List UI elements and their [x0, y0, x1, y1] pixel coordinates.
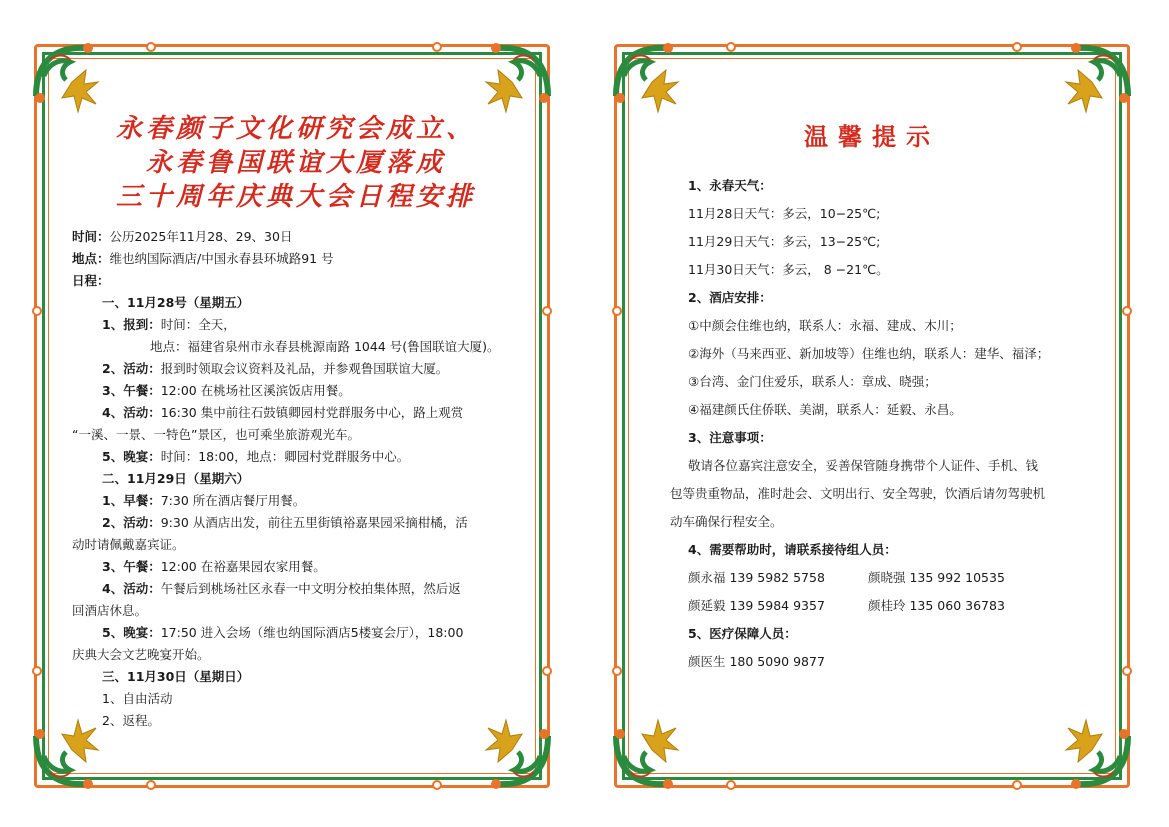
item-text: 报到时领取会议资料及礼品，并参观鲁国联谊大厦。: [160, 361, 449, 376]
hotel-heading: 2、酒店安排：: [688, 290, 772, 305]
corner-ornament-icon: [1046, 704, 1138, 796]
schedule-title: [96, 112, 496, 214]
tips-card: [606, 36, 1138, 796]
item-text: 16:30 集中前往石鼓镇卿园村党群服务中心，路上观赏: [160, 405, 464, 420]
contact-item: 颜桂玲 135 060 36783: [868, 598, 1005, 613]
item-label: 2、活动：: [102, 361, 161, 376]
weather-heading: 1、永春天气：: [688, 178, 772, 193]
corner-ornament-icon: [1046, 36, 1138, 128]
item-text: 回酒店休息。: [72, 603, 148, 618]
title-line-2: 永春鲁国联谊大厦落成: [145, 148, 446, 178]
notice-text: 敬请各位嘉宾注意安全，妥善保管随身携带个人证件、手机、钱: [688, 458, 1039, 473]
contact-item: 颜晓强 135 992 10535: [868, 570, 1005, 585]
notice-heading: 3、注意事项：: [688, 430, 772, 445]
item-text: 17:50 进入会场（维也纳国际酒店5楼宴会厅），18:00: [160, 625, 464, 640]
item-label: 5、晚宴：: [102, 625, 161, 640]
contact-item: 颜延毅 139 5984 9357: [688, 598, 825, 613]
item-label: 1、报到：: [102, 317, 161, 332]
item-text: 12:00 在桃场社区溪滨饭店用餐。: [160, 383, 351, 398]
place-value: 维也纳国际酒店/中国永春县环城路91 号: [109, 251, 334, 266]
weather-line: 11月29日天气：多云，13−25℃;: [688, 234, 881, 249]
tips-body: [670, 172, 1118, 676]
title-line-1: 永春颜子文化研究会成立、: [115, 114, 476, 144]
contact-list: [688, 564, 1118, 620]
item-text: 12:00 在裕嘉果园农家用餐。: [160, 559, 326, 574]
corner-ornament-icon: [606, 36, 698, 128]
item-label: 4、活动：: [102, 581, 161, 596]
item-label: 2、活动：: [102, 515, 161, 530]
tips-title: 温馨提示: [804, 122, 940, 151]
weather-line: 11月30日天气：多云， 8 −21℃。: [688, 262, 889, 277]
title-line-3: 三十周年庆典大会日程安排: [115, 182, 476, 212]
hotel-line: ③台湾、金门住爱乐，联系人：章成、晓强；: [688, 374, 937, 389]
notice-text: 包等贵重物品，准时赴会、文明出行、安全驾驶，饮酒后请勿驾驶机: [670, 486, 1046, 501]
schedule-card: [26, 36, 558, 796]
medical-heading: 5、医疗保障人员：: [688, 626, 797, 641]
day2-heading: 二、11月29日（星期六）: [102, 471, 250, 486]
schedule-body: [72, 226, 518, 732]
time-label: 时间：: [72, 229, 110, 244]
contact-item: 颜永福 139 5982 5758: [688, 570, 825, 585]
time-value: 公历2025年11月28、29、30日: [109, 229, 293, 244]
item-text: “一溪、一景、一特色”景区，也可乘坐旅游观光车。: [72, 427, 360, 442]
corner-ornament-icon: [606, 704, 698, 796]
item-label: 4、活动：: [102, 405, 161, 420]
schedule-label: 日程：: [72, 273, 110, 288]
item-text: 1、自由活动: [102, 691, 173, 706]
item-text: 地点：福建省泉州市永春县桃源南路 1044 号(鲁国联谊大厦)。: [150, 339, 500, 354]
item-text: 9:30 从酒店出发，前往五里街镇裕嘉果园采摘柑橘，活: [160, 515, 468, 530]
item-text: 时间：18:00，地点：卿园村党群服务中心。: [160, 449, 410, 464]
item-text: 午餐后到桃场社区永春一中文明分校拍集体照，然后返: [160, 581, 461, 596]
item-text: 动时请佩戴嘉宾证。: [72, 537, 185, 552]
hotel-line: ④福建颜氏住侨联、美湖，联系人：延毅、永昌。: [688, 402, 962, 417]
item-label: 3、午餐：: [102, 383, 161, 398]
item-text: 7:30 所在酒店餐厅用餐。: [160, 493, 306, 508]
place-label: 地点：: [72, 251, 110, 266]
hotel-line: ②海外（马来西亚、新加坡等）住维也纳，联系人：建华、福泽；: [688, 346, 1050, 361]
item-text: 时间：全天，: [160, 317, 236, 332]
contact-heading: 4、需要帮助时，请联系接待组人员：: [688, 542, 897, 557]
hotel-line: ①中颜会住维也纳，联系人：永福、建成、木川；: [688, 318, 962, 333]
weather-line: 11月28日天气：多云，10−25℃;: [688, 206, 881, 221]
medical-contact: 颜医生 180 5090 9877: [688, 654, 825, 669]
day3-heading: 三、11月30日（星期日）: [102, 669, 250, 684]
day1-heading: 一、11月28号（星期五）: [102, 295, 250, 310]
notice-text: 动车确保行程安全。: [670, 514, 783, 529]
item-label: 3、午餐：: [102, 559, 161, 574]
item-text: 2、返程。: [102, 713, 160, 728]
item-label: 5、晚宴：: [102, 449, 161, 464]
item-text: 庆典大会文艺晚宴开始。: [72, 647, 210, 662]
item-label: 1、早餐：: [102, 493, 161, 508]
